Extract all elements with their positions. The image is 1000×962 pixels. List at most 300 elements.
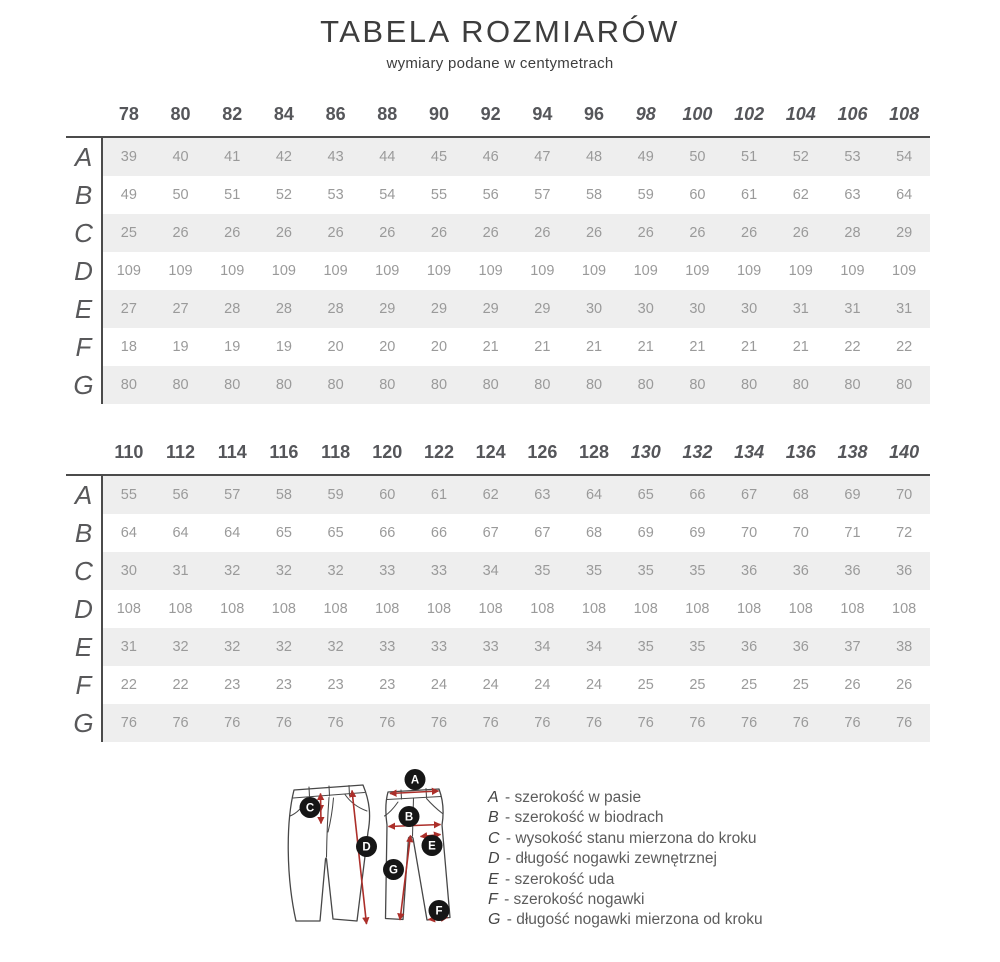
value-cell: 33 (361, 628, 413, 666)
value-cell: 69 (620, 514, 672, 552)
value-cell: 76 (878, 704, 930, 742)
size-header-98: 98 (635, 103, 656, 124)
size-header-84: 84 (273, 103, 294, 124)
size-header-126: 126 (527, 441, 558, 462)
value-cell: 21 (465, 328, 517, 366)
value-cell: 76 (103, 704, 155, 742)
measurement-row-E (66, 290, 930, 328)
value-cell: 25 (672, 666, 724, 704)
value-cell: 53 (827, 138, 879, 176)
value-cell: 26 (310, 214, 362, 252)
value-cell: 76 (517, 704, 569, 742)
legend-row-A (488, 788, 763, 808)
value-cell: 108 (465, 590, 517, 628)
value-cell: 70 (878, 476, 930, 514)
value-cell: 67 (723, 476, 775, 514)
value-cell: 76 (155, 704, 207, 742)
value-cell: 26 (775, 214, 827, 252)
value-cell: 80 (568, 366, 620, 404)
value-cell: 32 (258, 552, 310, 590)
size-header-120: 120 (372, 441, 403, 462)
value-cell: 18 (103, 328, 155, 366)
value-cell: 63 (517, 476, 569, 514)
value-cell: 36 (775, 552, 827, 590)
value-cell: 36 (723, 628, 775, 666)
value-cell: 50 (155, 176, 207, 214)
size-header-row (66, 430, 930, 474)
value-cell: 108 (517, 590, 569, 628)
value-cell: 59 (620, 176, 672, 214)
value-cell: 109 (775, 252, 827, 290)
value-cell: 51 (723, 138, 775, 176)
value-cell: 57 (206, 476, 258, 514)
value-cell: 25 (620, 666, 672, 704)
value-cell: 26 (878, 666, 930, 704)
legend-row-B (488, 808, 763, 828)
value-cell: 21 (775, 328, 827, 366)
value-cell: 109 (103, 252, 155, 290)
value-cell: 26 (465, 214, 517, 252)
value-cell: 22 (878, 328, 930, 366)
value-cell: 53 (310, 176, 362, 214)
size-header-124: 124 (475, 441, 506, 462)
value-cell: 32 (258, 628, 310, 666)
value-cell: 80 (620, 366, 672, 404)
value-cell: 80 (258, 366, 310, 404)
value-cell: 38 (878, 628, 930, 666)
value-cell: 56 (465, 176, 517, 214)
value-cell: 108 (827, 590, 879, 628)
page-subtitle: wymiary podane w centymetrach (386, 55, 614, 72)
value-cell: 67 (517, 514, 569, 552)
measurement-row-A (66, 476, 930, 514)
value-cell: 33 (465, 628, 517, 666)
value-cell: 80 (878, 366, 930, 404)
measurement-row-B (66, 176, 930, 214)
value-cell: 80 (310, 366, 362, 404)
size-header-132: 132 (682, 441, 713, 462)
size-table-110-140 (66, 430, 930, 742)
value-cell: 54 (878, 138, 930, 176)
value-cell: 80 (155, 366, 207, 404)
value-cell: 36 (723, 552, 775, 590)
value-cell: 108 (723, 590, 775, 628)
value-cell: 62 (775, 176, 827, 214)
value-cell: 19 (258, 328, 310, 366)
value-cell: 108 (568, 590, 620, 628)
size-header-118: 118 (321, 441, 351, 462)
value-cell: 24 (517, 666, 569, 704)
value-cell: 47 (517, 138, 569, 176)
value-cell: 108 (878, 590, 930, 628)
value-cell: 71 (827, 514, 879, 552)
pants-measurement-diagram (276, 764, 476, 940)
value-cell: 61 (723, 176, 775, 214)
value-cell: 80 (827, 366, 879, 404)
value-cell: 62 (465, 476, 517, 514)
value-cell: 76 (258, 704, 310, 742)
value-cell: 109 (413, 252, 465, 290)
value-cell: 32 (206, 552, 258, 590)
badge-F-label: F (435, 905, 443, 918)
value-cell: 39 (103, 138, 155, 176)
value-cell: 108 (155, 590, 207, 628)
value-cell: 108 (103, 590, 155, 628)
value-cell: 33 (413, 552, 465, 590)
value-cell: 76 (827, 704, 879, 742)
value-cell: 23 (361, 666, 413, 704)
measurement-row-G (66, 704, 930, 742)
value-cell: 29 (413, 290, 465, 328)
size-header-row (66, 92, 930, 136)
value-cell: 80 (465, 366, 517, 404)
value-cell: 69 (827, 476, 879, 514)
legend-row-C (488, 829, 763, 849)
value-cell: 34 (517, 628, 569, 666)
legend-key: B (488, 809, 499, 827)
value-cell: 26 (672, 214, 724, 252)
value-cell: 33 (413, 628, 465, 666)
size-table-78-108 (66, 92, 930, 404)
value-cell: 29 (361, 290, 413, 328)
value-cell: 31 (775, 290, 827, 328)
value-cell: 76 (723, 704, 775, 742)
value-cell: 26 (413, 214, 465, 252)
size-table-body (66, 474, 930, 742)
measurement-row-B (66, 514, 930, 552)
value-cell: 30 (672, 290, 724, 328)
value-cell: 52 (775, 138, 827, 176)
value-cell: 66 (672, 476, 724, 514)
value-cell: 80 (672, 366, 724, 404)
row-label-B: B (66, 176, 103, 214)
legend-row-D (488, 849, 763, 869)
value-cell: 80 (413, 366, 465, 404)
value-cell: 55 (103, 476, 155, 514)
size-header-88: 88 (377, 103, 398, 124)
value-cell: 19 (155, 328, 207, 366)
value-cell: 32 (206, 628, 258, 666)
value-cell: 80 (103, 366, 155, 404)
value-cell: 109 (620, 252, 672, 290)
size-header-80: 80 (170, 103, 191, 124)
value-cell: 23 (206, 666, 258, 704)
value-cell: 28 (206, 290, 258, 328)
value-cell: 65 (310, 514, 362, 552)
value-cell: 40 (155, 138, 207, 176)
value-cell: 35 (620, 628, 672, 666)
value-cell: 69 (672, 514, 724, 552)
legend-key: F (488, 891, 498, 909)
value-cell: 28 (258, 290, 310, 328)
size-header-130: 130 (630, 441, 661, 462)
size-header-106: 106 (837, 103, 868, 124)
value-cell: 109 (206, 252, 258, 290)
value-cell: 68 (775, 476, 827, 514)
legend-key: D (488, 850, 500, 868)
value-cell: 25 (775, 666, 827, 704)
size-header-138: 138 (837, 441, 868, 462)
value-cell: 109 (155, 252, 207, 290)
measurement-row-G (66, 366, 930, 404)
value-cell: 21 (723, 328, 775, 366)
value-cell: 60 (672, 176, 724, 214)
value-cell: 108 (620, 590, 672, 628)
value-cell: 109 (878, 252, 930, 290)
value-cell: 109 (517, 252, 569, 290)
size-header-92: 92 (480, 103, 501, 124)
value-cell: 28 (310, 290, 362, 328)
value-cell: 109 (568, 252, 620, 290)
row-label-E: E (66, 290, 103, 328)
value-cell: 108 (361, 590, 413, 628)
value-cell: 35 (517, 552, 569, 590)
value-cell: 26 (258, 214, 310, 252)
measurement-guide-section (0, 764, 1000, 962)
value-cell: 64 (878, 176, 930, 214)
value-cell: 50 (672, 138, 724, 176)
value-cell: 36 (827, 552, 879, 590)
value-cell: 109 (827, 252, 879, 290)
value-cell: 22 (827, 328, 879, 366)
value-cell: 29 (465, 290, 517, 328)
value-cell: 56 (155, 476, 207, 514)
value-cell: 22 (103, 666, 155, 704)
badge-D-label: D (362, 841, 371, 854)
legend-key: C (488, 829, 500, 847)
value-cell: 36 (878, 552, 930, 590)
legend-text: - szerokość w pasie (500, 789, 642, 806)
value-cell: 27 (155, 290, 207, 328)
value-cell: 64 (155, 514, 207, 552)
row-label-C: C (66, 214, 103, 252)
size-header-82: 82 (222, 103, 243, 124)
row-label-F: F (66, 328, 103, 366)
value-cell: 26 (206, 214, 258, 252)
value-cell: 31 (155, 552, 207, 590)
row-label-G: G (66, 366, 103, 404)
value-cell: 108 (413, 590, 465, 628)
value-cell: 64 (568, 476, 620, 514)
value-cell: 109 (258, 252, 310, 290)
value-cell: 31 (827, 290, 879, 328)
value-cell: 49 (103, 176, 155, 214)
legend-text: - długość nogawki mierzona od kroku (502, 911, 763, 929)
value-cell: 29 (878, 214, 930, 252)
badge-C-label: C (305, 802, 315, 815)
value-cell: 80 (775, 366, 827, 404)
value-cell: 58 (568, 176, 620, 214)
measurement-row-F (66, 328, 930, 366)
value-cell: 52 (258, 176, 310, 214)
value-cell: 30 (620, 290, 672, 328)
legend-text: - wysokość stanu mierzona do kroku (501, 829, 757, 847)
value-cell: 26 (361, 214, 413, 252)
value-cell: 66 (361, 514, 413, 552)
value-cell: 31 (878, 290, 930, 328)
value-cell: 24 (568, 666, 620, 704)
value-cell: 35 (568, 552, 620, 590)
value-cell: 26 (155, 214, 207, 252)
value-cell: 76 (620, 704, 672, 742)
value-cell: 70 (723, 514, 775, 552)
value-cell: 64 (206, 514, 258, 552)
value-cell: 20 (310, 328, 362, 366)
legend-text: - długość nogawki zewnętrznej (501, 850, 717, 868)
measurement-row-A (66, 138, 930, 176)
value-cell: 35 (672, 628, 724, 666)
size-header-116: 116 (269, 441, 299, 462)
value-cell: 109 (723, 252, 775, 290)
value-cell: 57 (517, 176, 569, 214)
value-cell: 45 (413, 138, 465, 176)
value-cell: 26 (827, 666, 879, 704)
value-cell: 108 (206, 590, 258, 628)
value-cell: 55 (413, 176, 465, 214)
value-cell: 109 (310, 252, 362, 290)
value-cell: 64 (103, 514, 155, 552)
value-cell: 24 (413, 666, 465, 704)
size-header-134: 134 (734, 441, 765, 462)
legend-row-G (488, 910, 763, 930)
size-header-90: 90 (428, 103, 449, 124)
badge-E-label: E (428, 840, 436, 853)
value-cell: 76 (413, 704, 465, 742)
value-cell: 76 (775, 704, 827, 742)
value-cell: 33 (361, 552, 413, 590)
size-header-78: 78 (118, 103, 139, 124)
value-cell: 25 (723, 666, 775, 704)
value-cell: 30 (103, 552, 155, 590)
measurement-row-D (66, 252, 930, 290)
size-header-96: 96 (584, 103, 605, 124)
legend-text: - szerokość nogawki (499, 891, 645, 909)
value-cell: 28 (827, 214, 879, 252)
legend-text: - szerokość w biodrach (500, 809, 664, 827)
value-cell: 108 (310, 590, 362, 628)
value-cell: 108 (672, 590, 724, 628)
value-cell: 108 (258, 590, 310, 628)
value-cell: 27 (103, 290, 155, 328)
value-cell: 26 (568, 214, 620, 252)
badge-B-label: B (404, 811, 414, 824)
value-cell: 30 (723, 290, 775, 328)
row-label-C: C (66, 552, 103, 590)
value-cell: 29 (517, 290, 569, 328)
value-cell: 80 (517, 366, 569, 404)
size-header-140: 140 (889, 441, 920, 462)
value-cell: 70 (775, 514, 827, 552)
value-cell: 34 (568, 628, 620, 666)
value-cell: 109 (361, 252, 413, 290)
measurement-row-C (66, 214, 930, 252)
value-cell: 76 (568, 704, 620, 742)
value-cell: 37 (827, 628, 879, 666)
value-cell: 23 (258, 666, 310, 704)
value-cell: 54 (361, 176, 413, 214)
value-cell: 49 (620, 138, 672, 176)
value-cell: 26 (517, 214, 569, 252)
row-label-E: E (66, 628, 103, 666)
value-cell: 76 (206, 704, 258, 742)
value-cell: 109 (672, 252, 724, 290)
size-header-136: 136 (785, 441, 816, 462)
size-table-body (66, 136, 930, 404)
size-header-114: 114 (217, 441, 247, 462)
row-label-B: B (66, 514, 103, 552)
size-header-108: 108 (889, 103, 920, 124)
header-spacer (66, 92, 103, 136)
value-cell: 21 (517, 328, 569, 366)
value-cell: 61 (413, 476, 465, 514)
legend-key: A (488, 789, 499, 806)
header-spacer (66, 430, 103, 474)
value-cell: 20 (413, 328, 465, 366)
value-cell: 76 (361, 704, 413, 742)
measurement-legend (488, 788, 763, 931)
value-cell: 80 (206, 366, 258, 404)
value-cell: 108 (775, 590, 827, 628)
value-cell: 26 (620, 214, 672, 252)
row-label-F: F (66, 666, 103, 704)
value-cell: 72 (878, 514, 930, 552)
size-header-86: 86 (325, 103, 346, 124)
size-header-128: 128 (579, 441, 610, 462)
row-label-A: A (66, 476, 103, 514)
value-cell: 60 (361, 476, 413, 514)
page-title: TABELA ROZMIARÓW (320, 14, 680, 49)
value-cell: 31 (103, 628, 155, 666)
value-cell: 63 (827, 176, 879, 214)
value-cell: 67 (465, 514, 517, 552)
legend-key: E (488, 870, 499, 888)
value-cell: 26 (723, 214, 775, 252)
value-cell: 34 (465, 552, 517, 590)
size-header-104: 104 (785, 103, 816, 124)
value-cell: 66 (413, 514, 465, 552)
legend-key: G (488, 911, 501, 929)
row-label-D: D (66, 590, 103, 628)
badge-A-label: A (410, 774, 420, 787)
value-cell: 32 (310, 628, 362, 666)
value-cell: 32 (155, 628, 207, 666)
row-label-G: G (66, 704, 103, 742)
row-label-D: D (66, 252, 103, 290)
size-header-112: 112 (166, 441, 196, 462)
value-cell: 58 (258, 476, 310, 514)
value-cell: 59 (310, 476, 362, 514)
value-cell: 23 (310, 666, 362, 704)
value-cell: 36 (775, 628, 827, 666)
size-header-102: 102 (734, 103, 765, 124)
value-cell: 32 (310, 552, 362, 590)
measurement-row-E (66, 628, 930, 666)
value-cell: 21 (568, 328, 620, 366)
size-header-110: 110 (114, 441, 144, 462)
value-cell: 21 (620, 328, 672, 366)
value-cell: 46 (465, 138, 517, 176)
value-cell: 65 (258, 514, 310, 552)
value-cell: 35 (620, 552, 672, 590)
value-cell: 19 (206, 328, 258, 366)
value-cell: 24 (465, 666, 517, 704)
legend-row-E (488, 870, 763, 890)
value-cell: 22 (155, 666, 207, 704)
value-cell: 76 (672, 704, 724, 742)
value-cell: 21 (672, 328, 724, 366)
size-header-94: 94 (532, 103, 553, 124)
measurement-row-C (66, 552, 930, 590)
